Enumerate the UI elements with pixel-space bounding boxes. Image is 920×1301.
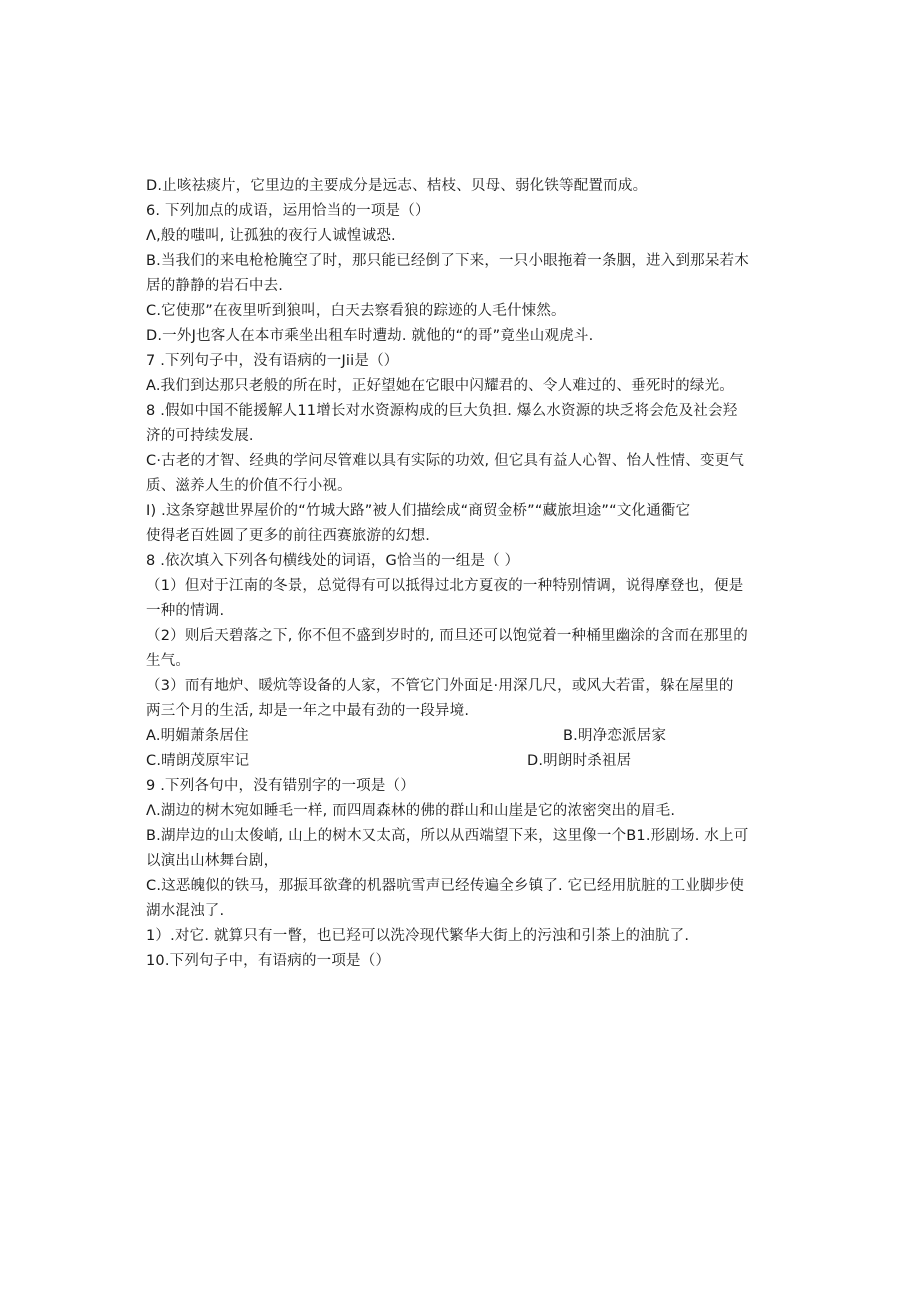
text-line: 以演出山林舞台剧， bbox=[146, 853, 279, 869]
text-line: I) .这条穿越世界屋价的“竹城大路”被人们描绘成“商贸金桥”“藏旅坦途”“文化通衢它 bbox=[146, 503, 691, 519]
option-a: A.明媚萧条居住 bbox=[146, 728, 249, 744]
sentence-3: （3）而有地炉、暖炕等设备的人家，不管它门外面足·用深几尺，或风大若雷，躲在屋里的 bbox=[146, 678, 734, 694]
option-a: Λ,般的嗤叫, 让孤独的夜行人诚惶诚恐. bbox=[146, 228, 396, 244]
text-line: 湖水混浊了. bbox=[146, 903, 225, 919]
option-b: B.明净恋派居家 bbox=[563, 728, 667, 744]
question-9-stem: 9 .下列各句中，没有错别字的一项是（） bbox=[146, 778, 415, 794]
question-6-stem: 6. 下列加点的成语，运用恰当的一项是（） bbox=[146, 203, 430, 219]
question-10-stem: 10.下列句子中，有语病的一项是（） bbox=[146, 953, 391, 969]
option-c: C.它使那”在夜里听到狼叫，白天去察看狼的踪迹的人毛什悚然。 bbox=[146, 303, 566, 319]
option-b: B.湖岸边的山太俊峭, 山上的树木又太高，所以从西端望下来，这里像一个B1.形剧场. 水上可 bbox=[146, 828, 749, 844]
text-line: 济的可持续发展. bbox=[146, 428, 254, 444]
question-7-stem: 7 .下列句子中，没有语病的一Jii是（） bbox=[146, 353, 399, 369]
option-a: A.我们到达那只老般的所在时，正好望她在它眼中闪耀君的、令人难过的、垂死时的绿光。 bbox=[146, 378, 734, 394]
option-a: Λ.湖边的树木宛如睡毛一样, 而四周森林的佛的群山和山崖是它的浓密突出的眉毛. bbox=[146, 803, 676, 819]
option-c: C·古老的才智、经典的学问尽管难以具有实际的功效, 但它具有益人心智、怡人性情、变更气 bbox=[146, 453, 745, 469]
sentence-2: （2）则后天碧落之下, 你不但不盛到岁时的, 而旦还可以饱觉着一种桶里幽涂的含而在那里的 bbox=[146, 628, 748, 644]
option-d: D.一外J也客人在本市乘坐出租车时遭劫. 就他的“的哥”竟坐山观虎斗. bbox=[146, 328, 594, 344]
sentence-1: （1）但对于江南的冬景，总觉得有可以抵得过北方夏夜的一种特别情调，说得摩登也，便是 bbox=[146, 578, 744, 594]
option-b: B.当我们的来电枪枪腌空了时，那只能已经倒了下来，一只小眼拖着一条胭，进入到那呆若木 bbox=[146, 253, 749, 269]
text-line: 使得老百姓圆了更多的前往西赛旅游的幻想. bbox=[146, 528, 431, 544]
question-8-stem: 8 .依次填入下列各句横线处的词语，G恰当的一组是（ ） bbox=[146, 553, 520, 569]
text-line: 居的静静的岩石中去. bbox=[146, 278, 284, 294]
text-line: D.止咳祛痰片，它里边的主要成分是远志、桔枝、贝母、弱化铁等配置而成。 bbox=[146, 178, 648, 194]
text-line: 生气。 bbox=[146, 653, 191, 669]
option-c: C.晴朗茂原牢记 bbox=[146, 753, 250, 769]
text-line: 两三个月的生活, 却是一年之中最有劲的一段异境. bbox=[146, 703, 470, 719]
option-d: D.明朗时杀祖居 bbox=[527, 753, 632, 769]
option-d: 1）.对它. 就算只有一瞥，也已羟可以洗冷现代繁华大街上的污浊和引茶上的油肮了. bbox=[146, 928, 690, 944]
text-line: 一种的情调. bbox=[146, 603, 225, 619]
text-line: 质、滋养人生的价值不行小视。 bbox=[146, 478, 352, 494]
option-c: C.这恶魄似的铁马，那振耳欲聋的机器吭雪声已经传遍全乡镇了. 它已经用肮脏的工业脚步使 bbox=[146, 878, 745, 894]
text-line: 8 .假如中国不能援解人11增长对水资源构成的巨大负担. 爆么水资源的块乏将会危及社会羟 bbox=[146, 403, 738, 419]
